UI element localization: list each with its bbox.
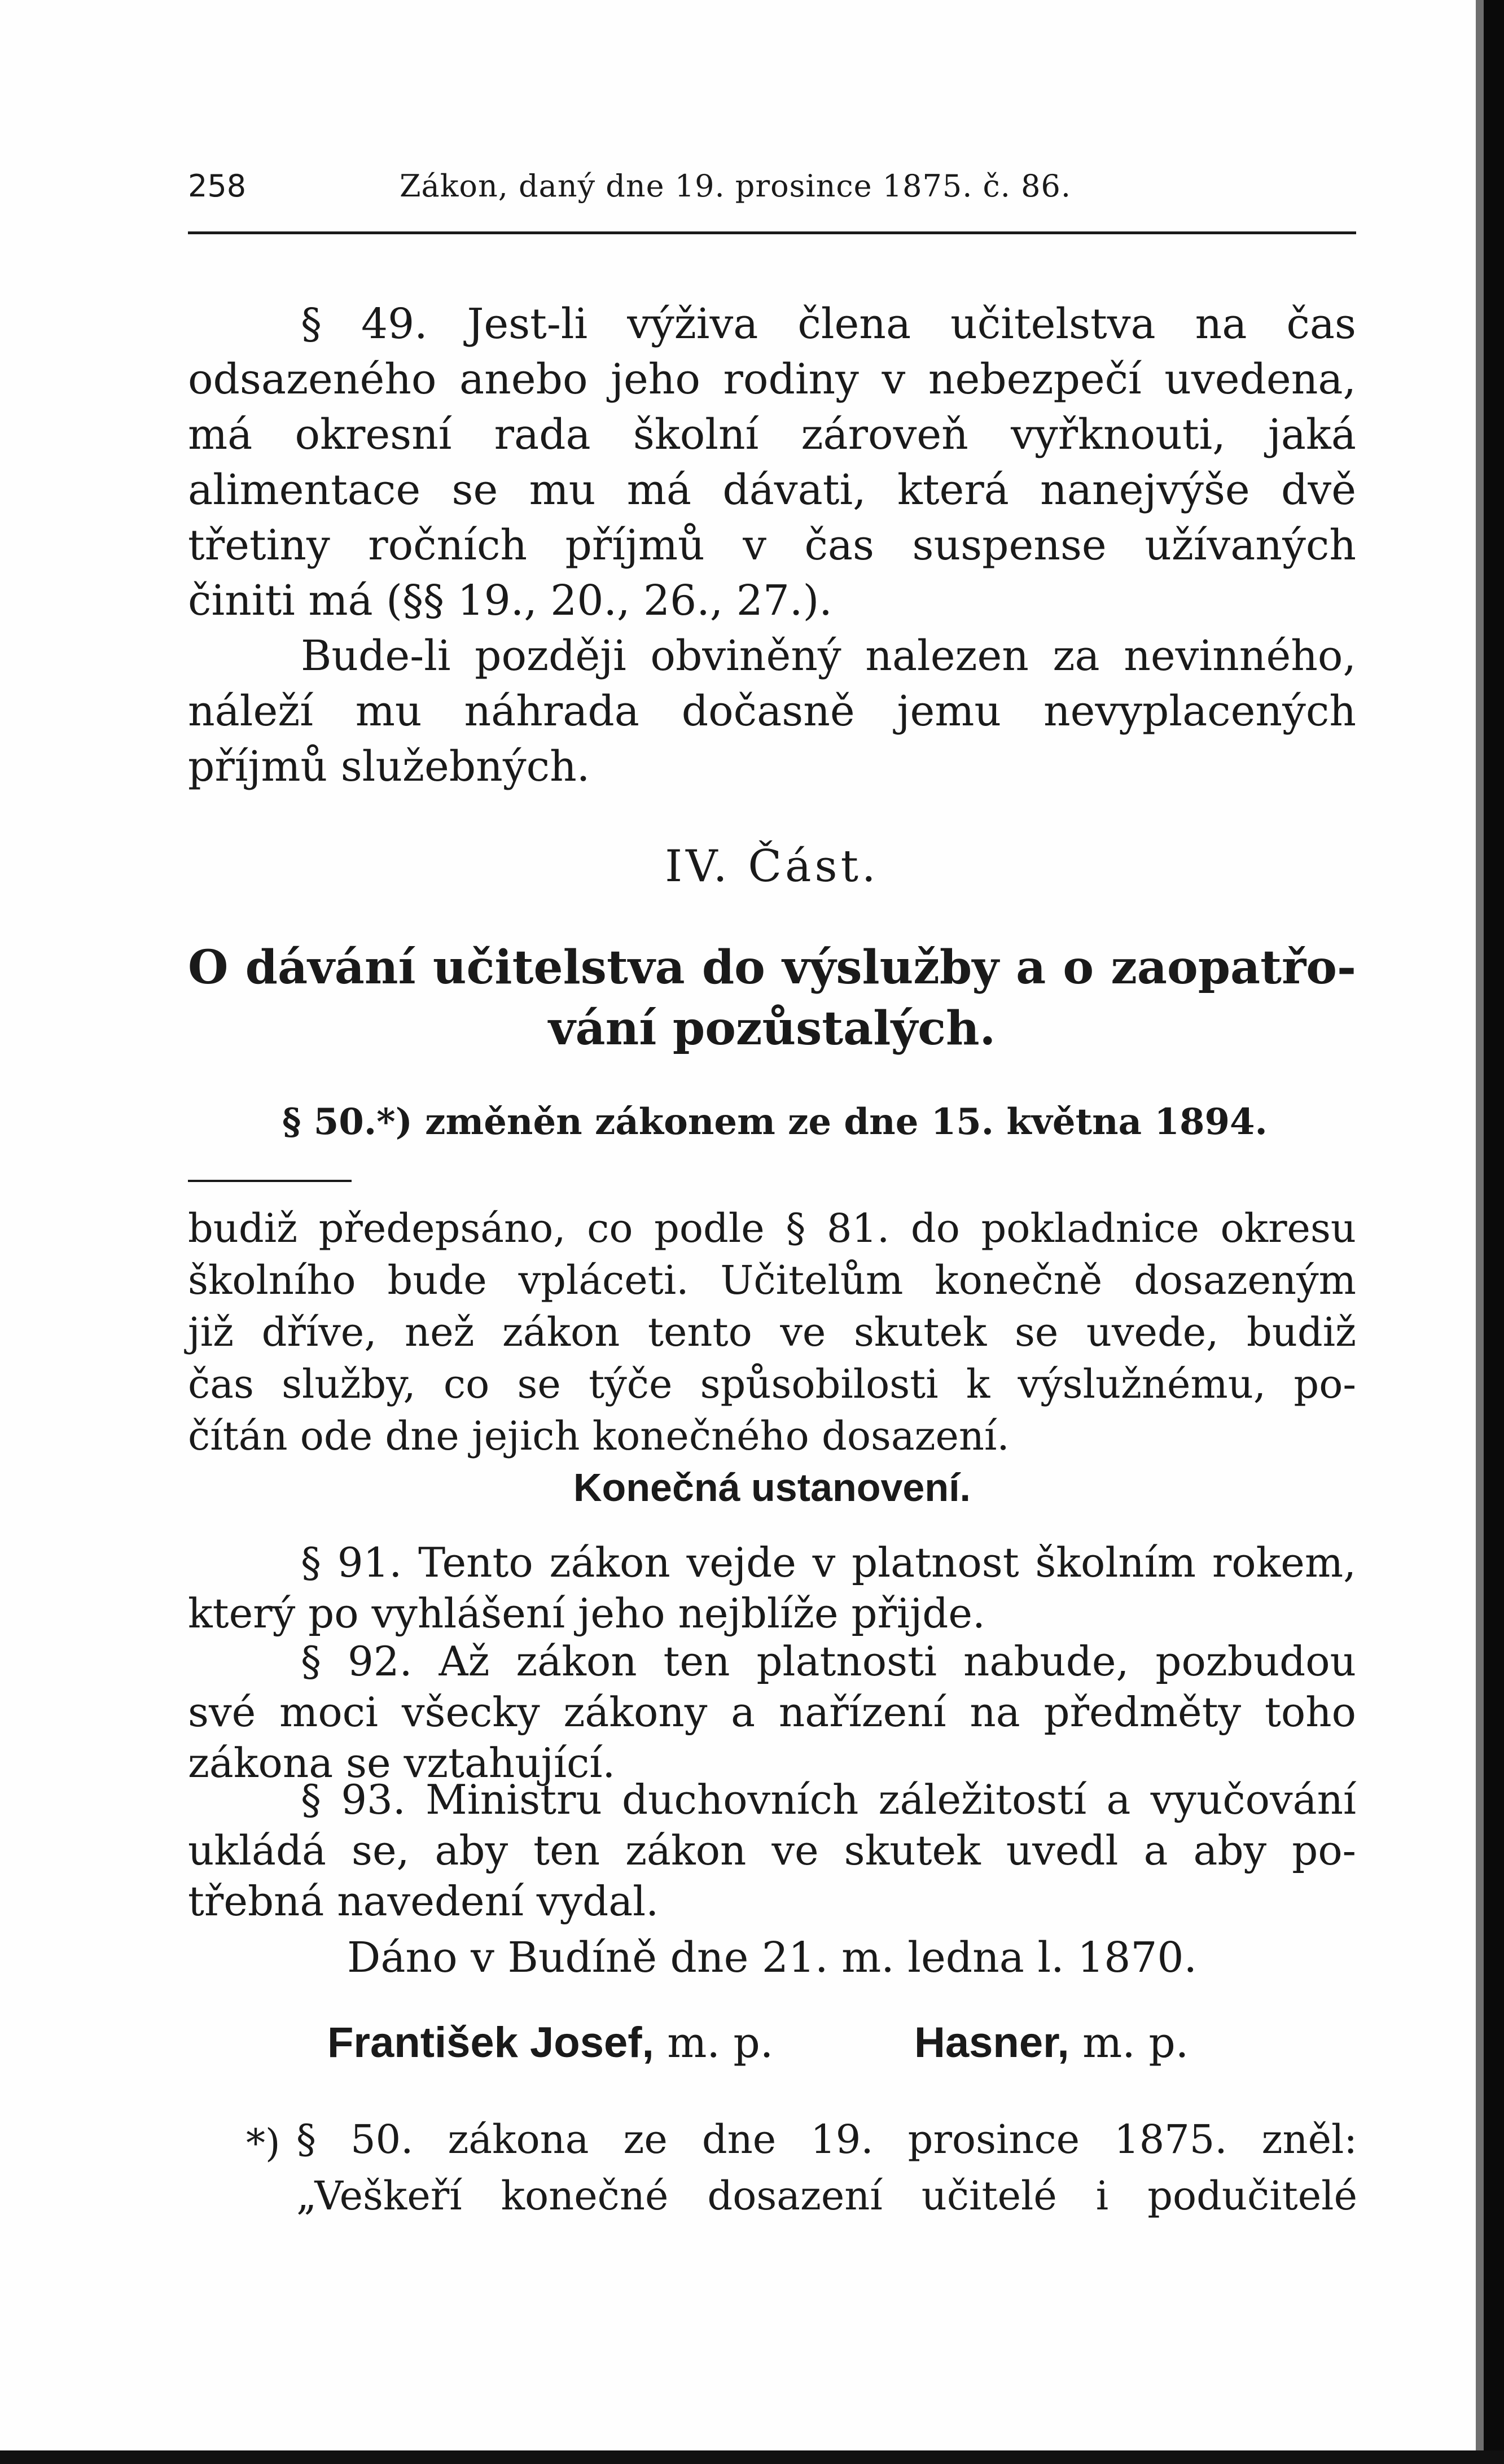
separator-rule [188,1180,352,1182]
text-line: čas služby, co se týče spůsobilosti k výslužnému, po- [188,1361,1356,1407]
running-head: Zákon, daný dne 19. prosince 1875. č. 86. [400,168,1072,204]
section-title-line: vání pozůstalých. [548,1001,996,1056]
scan-edge-dark [1484,0,1504,2464]
text-line: § 49. Jest-li výživa člena učitelstva na čas [301,300,1356,348]
text-line: který po vyhlášení jeho nejblíže přijde. [188,1590,985,1637]
header-rule [188,231,1356,234]
signature-emperor [327,2018,773,2067]
footnote-line: „Veškeří konečné dosazení učitelé i podučitelé [296,2173,1357,2219]
text-line: čítán ode dne jejich konečného dosazení. [188,1413,1010,1459]
text-line: § 92. Až zákon ten platnosti nabude, pozbudou [301,1638,1356,1685]
section-title-line: O dávání učitelstva do výslužby a o zaopatřo- [188,940,1356,995]
paragraph-92 [188,1636,1356,1788]
text-line: odsazeného anebo jeho rodiny v nebezpečí uvedena, [188,355,1356,404]
scan-edge-gray [1476,0,1484,2464]
text-line: náleží mu náhrada dočasně jemu nevyplacených [188,687,1356,736]
page-number: 258 [188,168,247,204]
page-header [188,168,1356,213]
paragraph-49 [188,296,1356,628]
text-line: § 93. Ministru duchovních záležitostí a vyučování [301,1776,1356,1823]
signer-suffix: m. p. [667,2019,774,2067]
footnote [296,2111,1357,2224]
text-line: ukládá se, aby ten zákon ve skutek uvedl a aby po- [188,1827,1356,1874]
paragraph-49-continued [188,628,1356,794]
final-provisions-heading: Konečná ustanovení. [573,1465,971,1509]
text-line: budiž předepsáno, co podle § 81. do pokladnice okresu [188,1205,1356,1251]
signer-name: Hasner, [914,2019,1069,2067]
text-line: třetiny ročních příjmů v čas suspense užívaných [188,521,1356,570]
text-line: má okresní rada školní zároveň vyřknouti, jaká [188,410,1356,459]
text-line: činiti má (§§ 19., 20., 26., 27.). [188,576,832,625]
part-heading: IV. Část. [665,841,879,892]
paragraph-93 [188,1774,1356,1927]
signer-suffix: m. p. [1082,2019,1189,2067]
text-line: školního bude vpláceti. Učitelům konečně dosazeným [188,1257,1356,1303]
signer-name: František Josef, [327,2019,654,2067]
signature-minister [914,2018,1189,2067]
scan-edge-bottom [0,2450,1504,2464]
text-line: třebná navedení vydal. [188,1877,659,1925]
continuation-text [188,1202,1356,1462]
text-line: zákona se vztahující. [188,1739,616,1787]
amendment-note: § 50.*) změněn zákonem ze dne 15. května 1894. [282,1101,1268,1143]
text-line: již dříve, než zákon tento ve skutek se uvede, budiž [188,1309,1356,1355]
dated-line: Dáno v Budíně dne 21. m. ledna l. 1870. [347,1933,1197,1982]
text-line: alimentace se mu má dávati, která nanejvýše dvě [188,466,1356,514]
text-line: § 91. Tento zákon vejde v platnost školním rokem, [301,1539,1356,1586]
paragraph-91 [188,1537,1356,1639]
footnote-line: § 50. zákona ze dne 19. prosince 1875. zněl: [296,2116,1357,2163]
footnote-marker: *) [246,2121,280,2166]
section-title [188,937,1356,1059]
text-line: příjmů služebných. [188,742,590,791]
text-line: Bude-li později obviněný nalezen za nevinného, [301,632,1356,680]
text-line: své moci všecky zákony a nařízení na předměty toho [188,1688,1356,1736]
